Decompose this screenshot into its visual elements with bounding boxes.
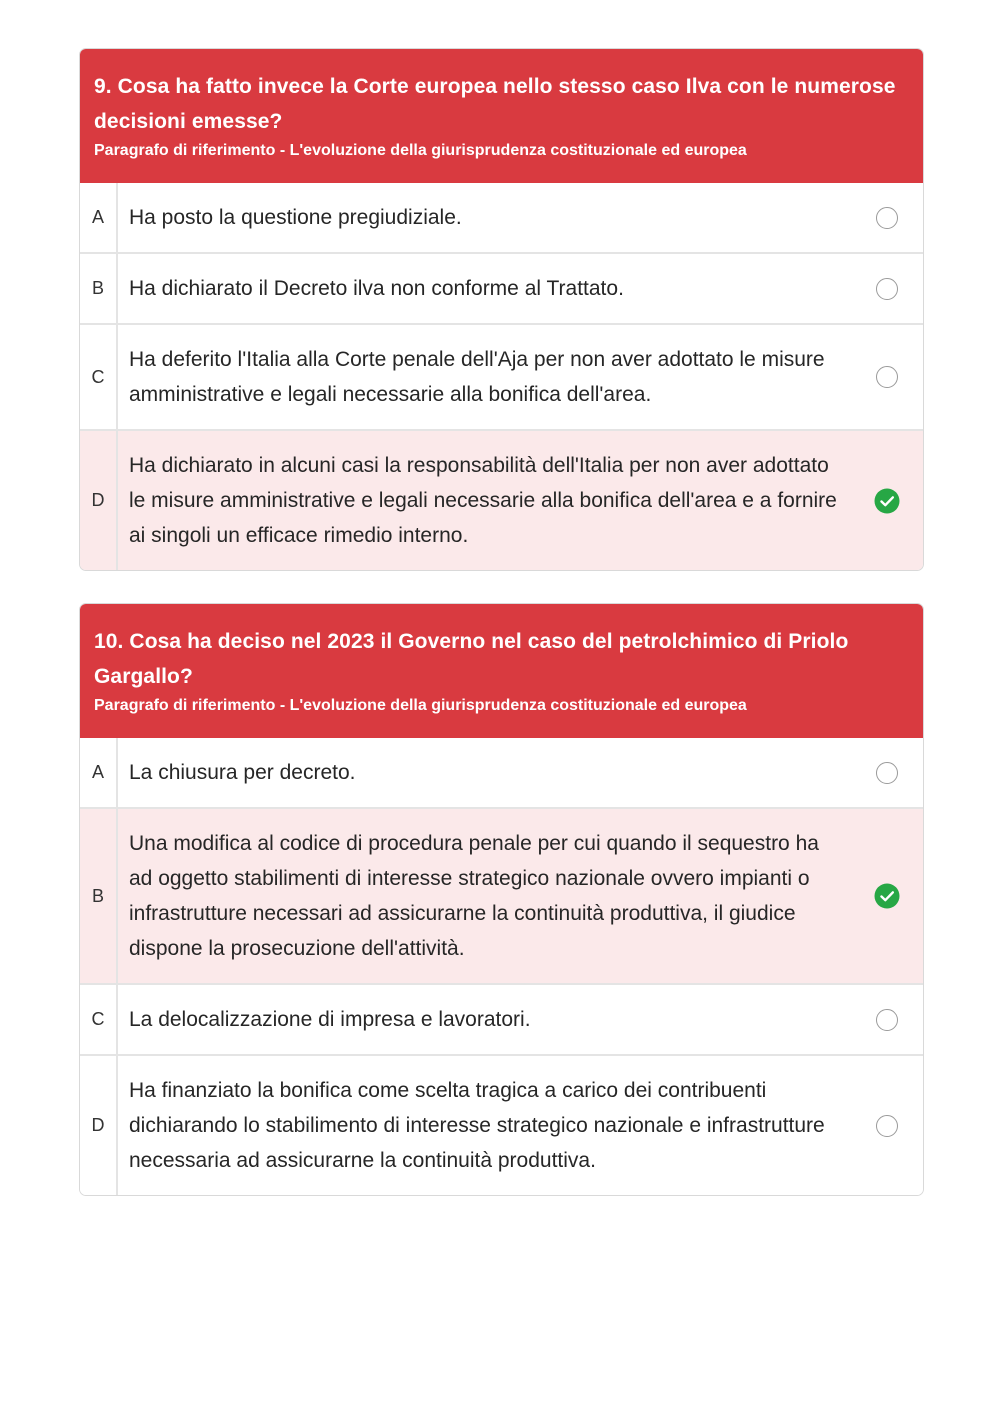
- answer-text: Ha posto la questione pregiudiziale.: [129, 206, 462, 229]
- answer-list: [80, 183, 923, 570]
- answer-option-d[interactable]: [80, 429, 923, 570]
- question-card-10: [79, 603, 924, 1196]
- question-reference-paragraph: Paragrafo di riferimento - L'evoluzione della giurisprudenza costituzionale ed europea: [94, 142, 747, 159]
- check-circle-icon[interactable]: [874, 488, 900, 514]
- answer-letter: B: [80, 254, 118, 323]
- question-card-9: [79, 48, 924, 571]
- answer-option-b[interactable]: [80, 252, 923, 323]
- answer-letter: C: [80, 985, 118, 1054]
- answer-letter: C: [80, 325, 118, 429]
- answer-letter: D: [80, 1056, 118, 1195]
- answer-list: [80, 738, 923, 1195]
- radio-unselected-icon[interactable]: [876, 207, 898, 229]
- answer-option-c[interactable]: [80, 983, 923, 1054]
- answer-text: La chiusura per decreto.: [129, 761, 356, 784]
- answer-text: La delocalizzazione di impresa e lavoratori.: [129, 1008, 531, 1031]
- answer-text: Ha deferito l'Italia alla Corte penale dell'Aja per non aver adottato le misure amministrative e legali necessarie alla bonifica dell'area.: [129, 348, 825, 406]
- answer-option-b[interactable]: [80, 807, 923, 983]
- question-title: 9. Cosa ha fatto invece la Corte europea nello stesso caso Ilva con le numerose decisioni emesse?: [94, 75, 896, 133]
- question-title: 10. Cosa ha deciso nel 2023 il Governo nel caso del petrolchimico di Priolo Gargallo?: [94, 630, 849, 688]
- check-circle-icon[interactable]: [874, 883, 900, 909]
- answer-text: Ha finanziato la bonifica come scelta tragica a carico dei contribuenti dichiarando lo stabilimento di interesse strategico nazionale e infrastrutture necessaria ad assicurarne la continuità produttiva.: [129, 1079, 825, 1172]
- question-header: [80, 49, 923, 183]
- answer-option-d[interactable]: [80, 1054, 923, 1195]
- question-reference-paragraph: Paragrafo di riferimento - L'evoluzione della giurisprudenza costituzionale ed europea: [94, 697, 747, 714]
- radio-unselected-icon[interactable]: [876, 1009, 898, 1031]
- answer-option-c[interactable]: [80, 323, 923, 429]
- answer-text: Una modifica al codice di procedura penale per cui quando il sequestro ha ad oggetto stabilimenti di interesse strategico nazionale ovvero impianti o infrastrutture necessari ad assicurarne la continuità produttiva, il giudice dispone la prosecuzione dell'attività.: [129, 832, 819, 960]
- radio-unselected-icon[interactable]: [876, 366, 898, 388]
- answer-letter: A: [80, 738, 118, 807]
- radio-unselected-icon[interactable]: [876, 762, 898, 784]
- answer-letter: B: [80, 809, 118, 983]
- answer-text: Ha dichiarato in alcuni casi la responsabilità dell'Italia per non aver adottato le misure amministrative e legali necessarie alla bonifica dell'area e a fornire ai singoli un efficace rimedio interno.: [129, 454, 837, 547]
- answer-option-a[interactable]: [80, 183, 923, 252]
- answer-option-a[interactable]: [80, 738, 923, 807]
- answer-letter: A: [80, 183, 118, 252]
- radio-unselected-icon[interactable]: [876, 278, 898, 300]
- answer-letter: D: [80, 431, 118, 570]
- radio-unselected-icon[interactable]: [876, 1115, 898, 1137]
- question-header: [80, 604, 923, 738]
- answer-text: Ha dichiarato il Decreto ilva non conforme al Trattato.: [129, 277, 624, 300]
